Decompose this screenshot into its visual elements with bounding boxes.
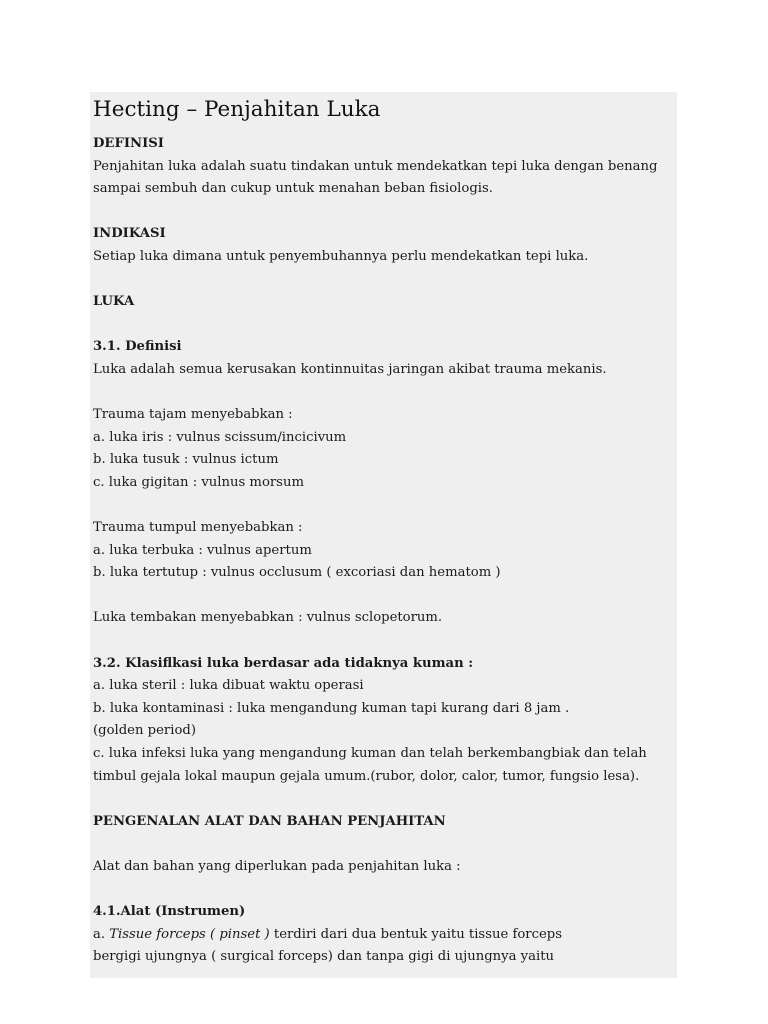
spacer bbox=[93, 314, 673, 337]
luka-heading: LUKA bbox=[93, 294, 135, 310]
definisi-text-line-1: Penjahitan luka adalah suatu tindakan untuk mendekatkan tepi luka dengan benang bbox=[93, 158, 658, 174]
list-item: (golden period) bbox=[93, 723, 196, 739]
luka-definisi-heading: 3.1. Definisi bbox=[93, 339, 182, 355]
spacer bbox=[93, 382, 673, 405]
luka-tembakan-text: Luka tembakan menyebabkan : vulnus sclopetorum. bbox=[93, 610, 443, 626]
alat-text-line-1 bbox=[93, 924, 673, 947]
alat-rest: terdiri dari dua bentuk yaitu tissue forceps bbox=[269, 926, 562, 942]
document-content bbox=[93, 92, 673, 969]
spacer bbox=[93, 833, 673, 856]
list-item: b. luka kontaminasi : luka mengandung kuman tapi kurang dari 8 jam . bbox=[93, 700, 570, 716]
spacer bbox=[93, 495, 673, 518]
trauma-tajam-intro: Trauma tajam menyebabkan : bbox=[93, 407, 293, 423]
spacer bbox=[93, 201, 673, 224]
list-item: a. luka terbuka : vulnus apertum bbox=[93, 542, 312, 558]
alat-italic-term: Tissue forceps ( pinset ) bbox=[109, 926, 270, 942]
document-page bbox=[90, 92, 677, 978]
trauma-tumpul-intro: Trauma tumpul menyebabkan : bbox=[93, 520, 303, 536]
alat-text-line-2: bergigi ujungnya ( surgical forceps) dan tanpa gigi di ujungnya yaitu bbox=[93, 949, 554, 965]
list-item: timbul gejala lokal maupun gejala umum.(rubor, dolor, calor, tumor, fungsio lesa). bbox=[93, 768, 640, 784]
document-title: Hecting – Penjahitan Luka bbox=[93, 97, 381, 122]
indikasi-heading: INDIKASI bbox=[93, 226, 166, 242]
pengenalan-intro: Alat dan bahan yang diperlukan pada penjahitan luka : bbox=[93, 859, 461, 874]
alat-heading: 4.1.Alat (Instrumen) bbox=[93, 904, 246, 920]
alat-prefix: a. bbox=[93, 926, 110, 942]
list-item: b. luka tusuk : vulnus ictum bbox=[93, 452, 279, 468]
pengenalan-heading: PENGENALAN ALAT DAN BAHAN PENJAHITAN bbox=[93, 813, 446, 829]
klasifikasi-heading: 3.2. Klasiflkasi luka berdasar ada tidaknya kuman : bbox=[93, 655, 474, 671]
spacer bbox=[93, 788, 673, 811]
luka-definisi-text: Luka adalah semua kerusakan kontinnuitas jaringan akibat trauma mekanis. bbox=[93, 361, 607, 377]
definisi-text-line-2: sampai sembuh dan cukup untuk menahan beban fisiologis. bbox=[93, 181, 493, 197]
definisi-heading: DEFINISI bbox=[93, 136, 164, 151]
indikasi-text: Setiap luka dimana untuk penyembuhannya perlu mendekatkan tepi luka. bbox=[93, 248, 589, 264]
spacer bbox=[93, 630, 673, 653]
list-item: a. luka steril : luka dibuat waktu operasi bbox=[93, 678, 364, 694]
spacer bbox=[93, 585, 673, 608]
spacer bbox=[93, 879, 673, 902]
list-item: a. luka iris : vulnus scissum/incicivum bbox=[93, 429, 347, 445]
list-item: c. luka gigitan : vulnus morsum bbox=[93, 474, 304, 490]
list-item: c. luka infeksi luka yang mengandung kuman dan telah berkembangbiak dan telah bbox=[93, 746, 647, 762]
spacer bbox=[93, 269, 673, 292]
list-item: b. luka tertutup : vulnus occlusum ( excoriasi dan hematom ) bbox=[93, 565, 501, 581]
